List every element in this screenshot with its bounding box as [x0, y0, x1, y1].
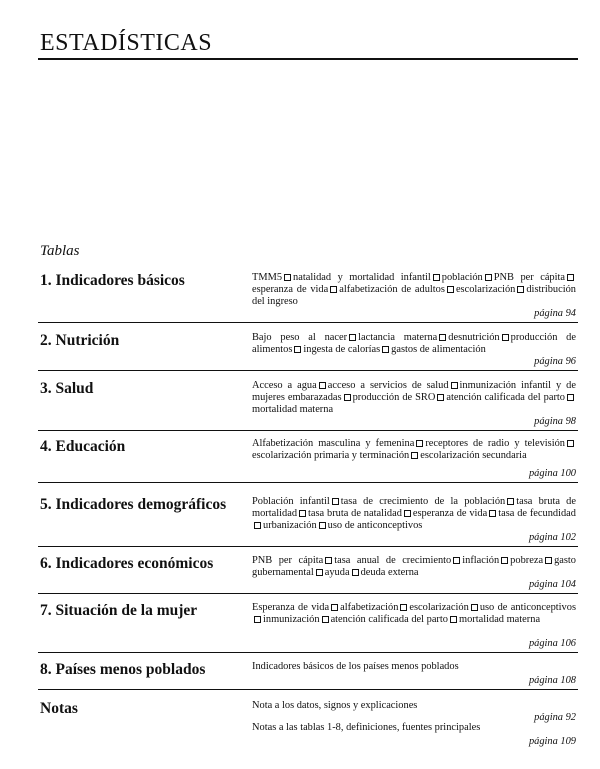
toc-item: escolarización primaria y terminación [252, 450, 410, 461]
row-divider [38, 370, 578, 371]
toc-item: Población infantil [252, 496, 330, 507]
separator-box-icon [433, 274, 440, 281]
notes-heading: Notas [40, 700, 78, 717]
toc-item: deuda externa [360, 567, 419, 578]
toc-item: PNB per cápita [252, 555, 324, 566]
toc-page-ref[interactable]: página 104 [528, 579, 576, 590]
toc-item: Bajo peso al nacer [252, 332, 348, 343]
toc-item: gastos de alimentación [391, 344, 486, 355]
toc-description [252, 602, 576, 626]
separator-box-icon [344, 394, 351, 401]
separator-box-icon [382, 346, 389, 353]
toc-item: mortalidad materna [458, 614, 541, 625]
toc-heading[interactable]: 4. Educación [40, 438, 126, 455]
separator-box-icon [439, 334, 446, 341]
toc-item: Esperanza de vida [252, 602, 330, 613]
separator-box-icon [332, 498, 339, 505]
separator-box-icon [254, 616, 261, 623]
toc-item: Alfabetización masculina y femenina [252, 438, 415, 449]
separator-box-icon [319, 382, 326, 389]
separator-box-icon [349, 334, 356, 341]
toc-item: inflación [462, 555, 500, 566]
separator-box-icon [451, 382, 458, 389]
row-divider [38, 322, 578, 323]
separator-box-icon [322, 616, 329, 623]
toc-heading[interactable]: 8. Países menos poblados [40, 661, 206, 678]
notes-entry-1[interactable]: Nota a los datos, signos y explicaciones [252, 700, 418, 711]
separator-box-icon [294, 346, 301, 353]
separator-box-icon [319, 522, 326, 529]
toc-item: PNB per cápita [493, 272, 566, 283]
separator-box-icon [567, 440, 574, 447]
toc-row [38, 496, 578, 548]
section-label-tablas: Tablas [40, 243, 80, 259]
separator-box-icon [254, 522, 261, 529]
toc-item: natalidad y mortalidad infantil [293, 272, 431, 283]
row-divider [38, 546, 578, 547]
toc-item: producción de SRO [352, 392, 436, 403]
toc-item: inmunización [263, 614, 320, 625]
toc-item: gasto gubernamental [252, 555, 576, 578]
toc-page-ref[interactable]: página 102 [528, 532, 576, 543]
toc-item: atención calificada del parto [330, 614, 448, 625]
toc-item: esperanza de vida [252, 284, 329, 295]
toc-item: producción de alimentos [252, 332, 576, 355]
toc-heading[interactable]: 2. Nutrición [40, 332, 120, 349]
toc-description [252, 438, 576, 462]
separator-box-icon [517, 286, 524, 293]
notes-row [38, 700, 578, 750]
separator-box-icon [416, 440, 423, 447]
toc-item: Indicadores básicos de los países menos poblados [252, 661, 459, 672]
toc-item: escolarización [455, 284, 516, 295]
toc-item: acceso a servicios de salud [327, 380, 449, 391]
toc-item: desnutrición [448, 332, 500, 343]
separator-box-icon [502, 334, 509, 341]
toc-description [252, 332, 576, 356]
separator-box-icon [400, 604, 407, 611]
separator-box-icon [450, 616, 457, 623]
toc-heading[interactable]: 7. Situación de la mujer [40, 602, 198, 619]
notes-page-ref-1[interactable]: página 92 [534, 712, 576, 723]
toc-page-ref[interactable]: página 96 [534, 356, 576, 367]
separator-box-icon [331, 604, 338, 611]
toc-heading[interactable]: 1. Indicadores básicos [40, 272, 185, 289]
toc-item: uso de anticonceptivos [327, 520, 423, 531]
toc-heading[interactable]: 3. Salud [40, 380, 94, 397]
toc-item: alfabetización de adultos [339, 284, 445, 295]
separator-box-icon [567, 394, 574, 401]
toc-row [38, 661, 578, 691]
toc-description [252, 380, 576, 416]
row-divider [38, 689, 578, 690]
toc-item: tasa bruta de natalidad [308, 508, 402, 519]
notes-page-ref-2[interactable]: página 109 [528, 736, 576, 747]
separator-box-icon [485, 274, 492, 281]
toc-description [252, 272, 576, 308]
separator-box-icon [404, 510, 411, 517]
toc-item: escolarización [409, 602, 469, 613]
row-divider [38, 430, 578, 431]
title-rule [38, 58, 578, 60]
toc-item: receptores de radio y televisión [425, 438, 565, 449]
toc-item: esperanza de vida [412, 508, 488, 519]
toc-item: tasa de fecundidad [498, 508, 576, 519]
toc-page-ref[interactable]: página 108 [528, 675, 576, 686]
separator-box-icon [411, 452, 418, 459]
toc-item: Acceso a agua [252, 380, 317, 391]
separator-box-icon [507, 498, 514, 505]
row-divider [38, 482, 578, 483]
toc-heading[interactable]: 6. Indicadores económicos [40, 555, 214, 572]
notes-entry-2[interactable]: Notas a las tablas 1-8, definiciones, fuentes principales [252, 722, 481, 733]
toc-row [38, 272, 578, 324]
toc-page-ref[interactable]: página 100 [528, 468, 576, 479]
separator-box-icon [501, 557, 508, 564]
separator-box-icon [284, 274, 291, 281]
toc-item: inmunización infantil y de mujeres embarazadas [252, 380, 576, 403]
toc-row [38, 602, 578, 654]
toc-item: alfabetización [340, 602, 399, 613]
page-title: ESTADÍSTICAS [40, 30, 213, 56]
separator-box-icon [489, 510, 496, 517]
separator-box-icon [545, 557, 552, 564]
toc-item: urbanización [263, 520, 317, 531]
separator-box-icon [471, 604, 478, 611]
separator-box-icon [352, 569, 359, 576]
separator-box-icon [453, 557, 460, 564]
toc-item: escolarización secundaria [420, 450, 527, 461]
toc-page-ref[interactable]: página 106 [528, 638, 576, 649]
toc-item: tasa anual de crecimiento [334, 555, 452, 566]
toc-item: ayuda [324, 567, 350, 578]
toc-row [38, 332, 578, 372]
row-divider [38, 593, 578, 594]
toc-item: uso de anticonceptivos [479, 602, 576, 613]
toc-item: TMM5 [252, 272, 283, 283]
row-divider [38, 652, 578, 653]
separator-box-icon [330, 286, 337, 293]
separator-box-icon [316, 569, 323, 576]
separator-box-icon [299, 510, 306, 517]
toc-item: población [441, 272, 483, 283]
toc-heading[interactable]: 5. Indicadores demográficos [40, 496, 227, 513]
toc-item: mortalidad materna [252, 404, 334, 415]
toc-description [252, 661, 576, 673]
toc-description [252, 555, 576, 579]
toc-page-ref[interactable]: página 98 [534, 416, 576, 427]
toc-item: distribución del ingreso [252, 284, 576, 307]
toc-item: tasa bruta de mortalidad [252, 496, 576, 519]
separator-box-icon [567, 274, 574, 281]
toc-item: ingesta de calorías [303, 344, 381, 355]
separator-box-icon [447, 286, 454, 293]
toc-item: lactancia materna [358, 332, 438, 343]
toc-row [38, 438, 578, 484]
toc-page-ref[interactable]: página 94 [534, 308, 576, 319]
toc-row [38, 555, 578, 595]
separator-box-icon [437, 394, 444, 401]
toc-description [252, 496, 576, 532]
toc-item: tasa de crecimiento de la población [340, 496, 506, 507]
toc-item: pobreza [510, 555, 544, 566]
separator-box-icon [325, 557, 332, 564]
toc-row [38, 380, 578, 432]
toc-item: atención calificada del parto [446, 392, 565, 403]
